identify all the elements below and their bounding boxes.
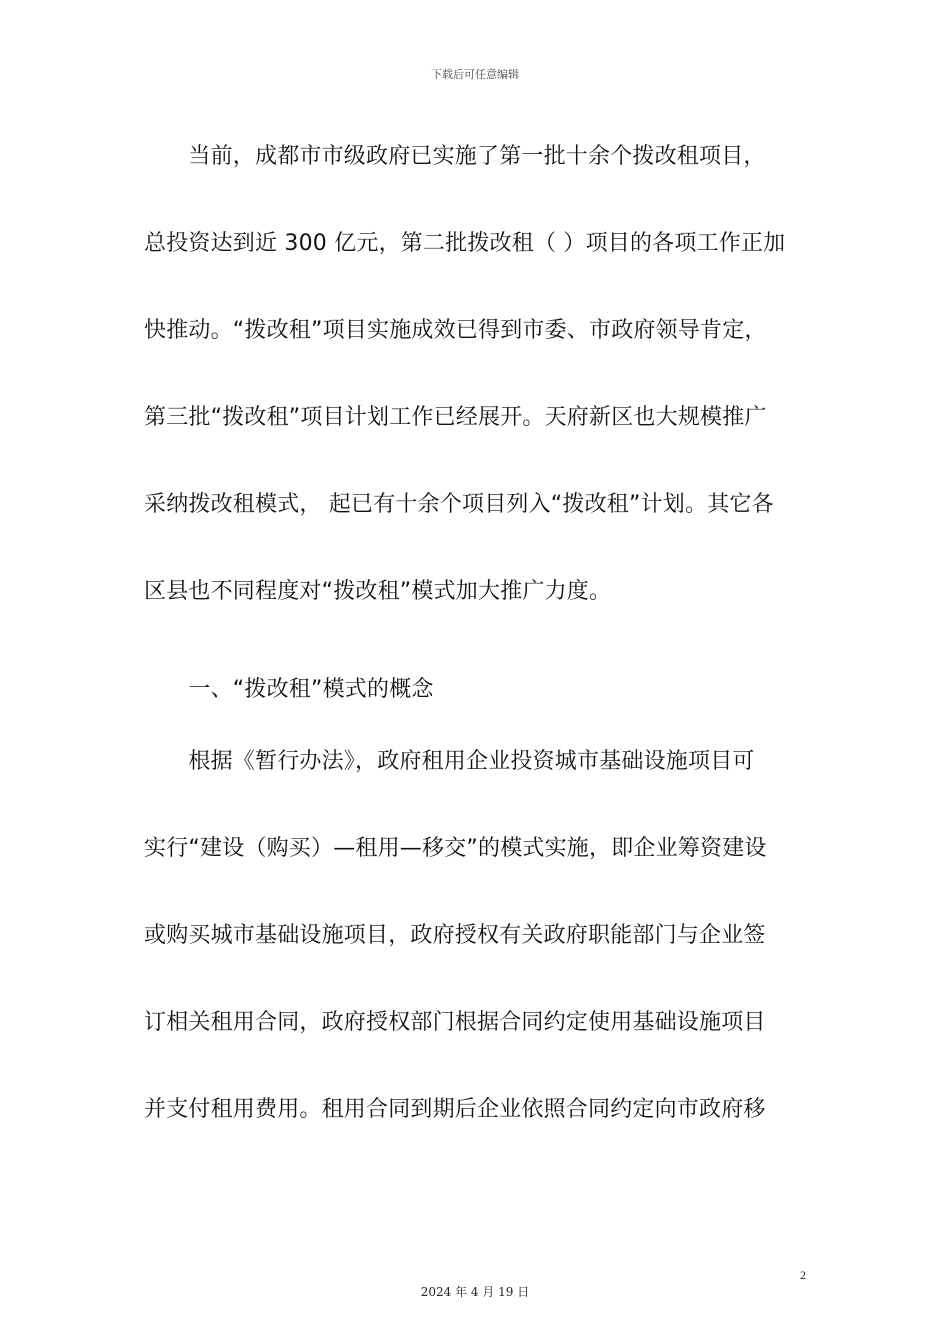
paragraph-line: 并支付租用费用。租用合同到期后企业依照合同约定向市政府移 bbox=[144, 1097, 766, 1122]
paragraph-line: 第三批“拨改租”项目计划工作已经展开。天府新区也大规模推广 bbox=[144, 405, 767, 430]
paragraph-line: 快推动。“拨改租”项目实施成效已得到市委、市政府领导肯定， bbox=[144, 318, 767, 343]
paragraph-line: 订相关租用合同，政府授权部门根据合同约定使用基础设施项目 bbox=[144, 1010, 766, 1035]
header-note: 下载后可任意编辑 bbox=[431, 68, 519, 81]
paragraph-line: 总投资达到近 300 亿元，第二批拨改租（ ）项目的各项工作正加 bbox=[144, 231, 786, 256]
footer-date: 2024 年 4 月 19 日 bbox=[420, 1285, 530, 1299]
paragraph-line: 采纳拨改租模式， 起已有十余个项目列入“拨改租”计划。其它各 bbox=[144, 492, 774, 517]
paragraph-line: 实行“建设（购买）—租用—移交”的模式实施，即企业筹资建设 bbox=[144, 836, 767, 861]
paragraph-line: 当前，成都市市级政府已实施了第一批十余个拨改租项目， bbox=[144, 144, 766, 169]
page-number: 2 bbox=[800, 1268, 806, 1282]
section-heading: 一、“拨改租”模式的概念 bbox=[144, 677, 434, 702]
paragraph-line: 根据《暂行办法》，政府租用企业投资城市基础设施项目可 bbox=[144, 749, 755, 774]
paragraph-line: 或购买城市基础设施项目，政府授权有关政府职能部门与企业签 bbox=[144, 923, 766, 948]
paragraph-line: 区县也不同程度对“拨改租”模式加大推广力度。 bbox=[144, 579, 612, 604]
